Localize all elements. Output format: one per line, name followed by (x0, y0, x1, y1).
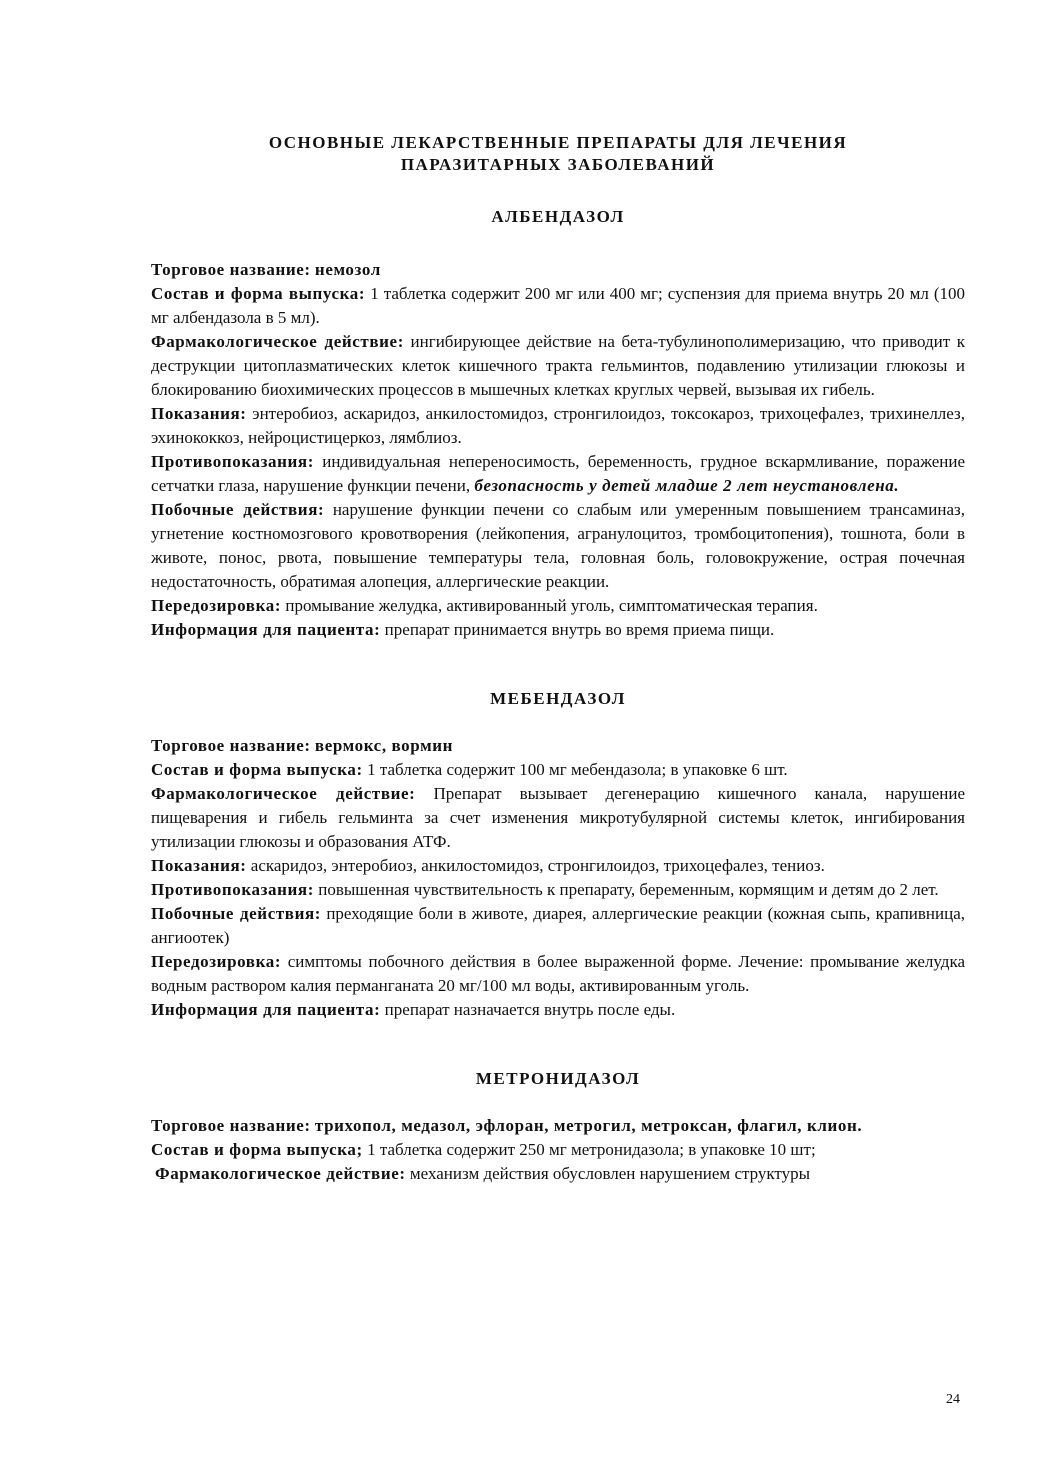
mebendazole-pharmacology (151, 782, 965, 854)
label-contraindications: Противопоказания: (151, 452, 314, 471)
label-indications: Показания: (151, 404, 247, 423)
mebendazole-trade-name (151, 734, 965, 758)
section-albendazole (151, 206, 965, 642)
contraindications-emphasis: безопасность у детей младше 2 лет неустановлена. (474, 476, 900, 495)
albendazole-patient-info (151, 618, 965, 642)
composition-value: 1 таблетка содержит 200 мг или 400 мг; суспензия для приема внутрь 20 мл (100 мг албендазола в 5 мл). (151, 284, 966, 327)
pharmacology-value: механизм действия обусловлен нарушением структуры (409, 1164, 811, 1183)
mebendazole-indications (151, 854, 965, 878)
label-composition: Состав и форма выпуска: (151, 284, 366, 303)
label-side-effects: Побочные действия: (151, 500, 325, 519)
albendazole-side-effects (151, 498, 965, 594)
trade-name-value: немозол (314, 260, 381, 279)
label-pharmacology: Фармакологическое действие: (155, 1164, 406, 1183)
label-composition: Состав и форма выпуска: (151, 760, 363, 779)
side-effects-value: преходящие боли в животе, диарея, аллергические реакции (кожная сыпь, крапивница, ангиоотек) (151, 904, 966, 947)
document-title (151, 132, 965, 176)
overdose-value: промывание желудка, активированный уголь, симптоматическая терапия. (285, 596, 818, 615)
drug-heading-metronidazole: МЕТРОНИДАЗОЛ (475, 1069, 641, 1088)
label-patient-info: Информация для пациента: (151, 620, 381, 639)
composition-value: 1 таблетка содержит 100 мг мебендазола; в упаковке 6 шт. (367, 760, 788, 779)
label-trade-name: Торговое название: (151, 260, 311, 279)
label-overdose: Передозировка: (151, 596, 282, 615)
side-effects-value: нарушение функции печени со слабым или умеренным повышением трансаминаз, угнетение костномозгового кровотворения (лейкопения, агранулоцитоз, тромбоцитопения), тошнота, боли в животе, понос, рвота, повышение температуры тела, головная боль, головокружение, острая почечная недостаточность, обратимая алопеция, аллергические реакции. (151, 500, 965, 591)
indications-value: аскаридоз, энтеробиоз, анкилостомидоз, стронгилоидоз, трихоцефалез, тениоз. (250, 856, 825, 875)
albendazole-overdose (151, 594, 965, 618)
label-trade-name: Торговое название: (151, 736, 311, 755)
mebendazole-overdose (151, 950, 965, 998)
label-pharmacology: Фармакологическое действие: (151, 332, 404, 351)
trade-name-value: вермокс, вормин (314, 736, 454, 755)
mebendazole-patient-info (151, 998, 965, 1022)
contraindications-value: индивидуальная непереносимость, беременность, грудное вскармливание, поражение сетчатки глаза, нарушение функции печени, (151, 452, 965, 495)
composition-value: 1 таблетка содержит 250 мг метронидазола; в упаковке 10 шт; (367, 1140, 816, 1159)
label-overdose: Передозировка: (151, 952, 282, 971)
contraindications-value: повышенная чувствительность к препарату, беременным, кормящим и детям до 2 лет. (318, 880, 939, 899)
mebendazole-side-effects (151, 902, 965, 950)
title-line-2: ПАРАЗИТАРНЫХ ЗАБОЛЕВАНИЙ (400, 155, 716, 174)
label-composition: Состав и форма выпуска; (151, 1140, 363, 1159)
document-page (151, 128, 965, 1186)
patient-info-value: препарат назначается внутрь после еды. (384, 1000, 676, 1019)
albendazole-pharmacology (151, 330, 965, 402)
title-line-1: ОСНОВНЫЕ ЛЕКАРСТВЕННЫЕ ПРЕПАРАТЫ ДЛЯ ЛЕЧЕНИЯ (268, 133, 848, 152)
section-metronidazole (151, 1068, 965, 1186)
metronidazole-trade-name (151, 1114, 965, 1138)
section-mebendazole (151, 688, 965, 1022)
patient-info-value: препарат принимается внутрь во время приема пищи. (384, 620, 775, 639)
metronidazole-pharmacology (151, 1162, 965, 1186)
label-trade-name: Торговое название: (151, 1116, 311, 1135)
indications-value: энтеробиоз, аскаридоз, анкилостомидоз, стронгилоидоз, токсокароз, трихоцефалез, трихинеллез, эхинококкоз, нейроцистицеркоз, лямблиоз. (151, 404, 966, 447)
trade-name-value: трихопол, медазол, эфлоран, метрогил, метроксан, флагил, клион. (314, 1116, 863, 1135)
albendazole-contraindications (151, 450, 965, 498)
overdose-value: симптомы побочного действия в более выраженной форме. Лечение: промывание желудка водным раствором калия перманганата 20 мг/100 мл воды, активированным уголь. (151, 952, 966, 995)
label-pharmacology: Фармакологическое действие: (151, 784, 416, 803)
pharmacology-value: ингибирующее действие на бета-тубулинополимеризацию, что приводит к деструкции цитоплазматических клеток кишечного тракта гельминтов, подавлению утилизации глюкозы и блокированию биохимических процессов в мышечных клетках круглых червей, вызывая их гибель. (151, 332, 965, 399)
pharmacology-value: Препарат вызывает дегенерацию кишечного канала, нарушение пищеварения и гибель гельминта за счет изменения микротубулярной системы клеток, ингибирования утилизации глюкозы и образования АТФ. (151, 784, 965, 851)
albendazole-trade-name (151, 258, 965, 282)
albendazole-indications (151, 402, 965, 450)
label-indications: Показания: (151, 856, 247, 875)
label-contraindications: Противопоказания: (151, 880, 314, 899)
drug-heading-albendazole: АЛБЕНДАЗОЛ (491, 207, 625, 226)
label-side-effects: Побочные действия: (151, 904, 322, 923)
page-number: 24 (946, 1392, 960, 1407)
label-patient-info: Информация для пациента: (151, 1000, 381, 1019)
mebendazole-contraindications (151, 878, 965, 902)
drug-heading-mebendazole: МЕБЕНДАЗОЛ (490, 689, 626, 708)
mebendazole-composition (151, 758, 965, 782)
albendazole-composition (151, 282, 965, 330)
metronidazole-composition (151, 1138, 965, 1162)
